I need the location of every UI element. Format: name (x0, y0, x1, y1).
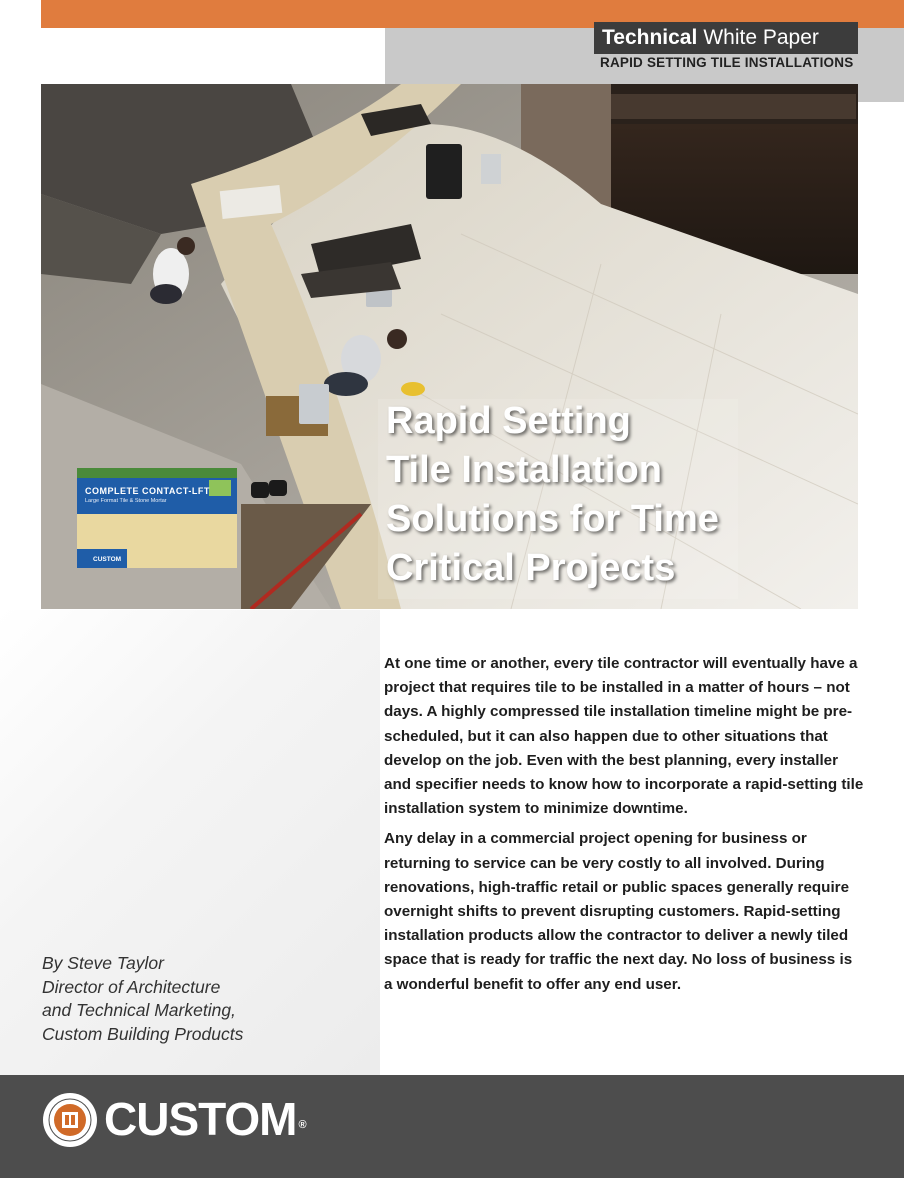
byline-line: and Technical Marketing, (42, 1000, 236, 1020)
document-type-tag (594, 22, 858, 54)
byline-line: Custom Building Products (42, 1023, 244, 1044)
hero-title-line: Critical Projects (386, 547, 676, 589)
hero-title-line: Solutions for Time (386, 498, 719, 540)
product-brand: CUSTOM (93, 556, 122, 563)
header-grey-tail (858, 84, 904, 102)
hero-title (386, 397, 741, 593)
byline-line: Director of Architecture (42, 976, 221, 997)
footer-brand-name: CUSTOM (104, 1093, 297, 1145)
tag-bold-label: Technical (602, 26, 698, 49)
product-bag (77, 468, 237, 568)
author-byline (42, 952, 243, 1046)
product-name: COMPLETE CONTACT-LFT (85, 486, 210, 496)
byline-line: By Steve Taylor (42, 953, 164, 973)
trademark-symbol: ® (298, 1119, 306, 1131)
footer-brand-wordmark (104, 1092, 306, 1146)
tag-light-label: White Paper (703, 26, 819, 49)
body-paragraph: At one time or another, every tile contractor will eventually have a project that requires tile to be installed in a matter of hours – not days. A highly compressed tile installation timeline might be pre-scheduled, but it can also happen due to other situations that develop on the job. Even with the best planning, every installer and specifier needs to know how to incorporate a rapid-setting tile installation system to minimize downtime. (384, 655, 864, 818)
hero-title-line: Tile Installation (386, 449, 662, 491)
hero-photo (41, 84, 858, 609)
body-paragraph: Any delay in a commercial project opening for business or returning to service can be very costly to all involved. During renovations, high-traffic retail or public spaces generally require overnight shifts to prevent disrupting customers. Rapid-setting installation products allow the contractor to deliver a newly tiled space that is ready for traffic the next day. No loss of business is a wonderful benefit to offer any end user. (384, 830, 853, 993)
article-body (384, 652, 864, 1003)
product-description: Large Format Tile & Stone Mortar (85, 498, 167, 504)
hero-title-line: Rapid Setting (386, 400, 631, 442)
custom-seal-logo-icon (42, 1092, 98, 1148)
document-subtitle: RAPID SETTING TILE INSTALLATIONS (600, 55, 854, 70)
